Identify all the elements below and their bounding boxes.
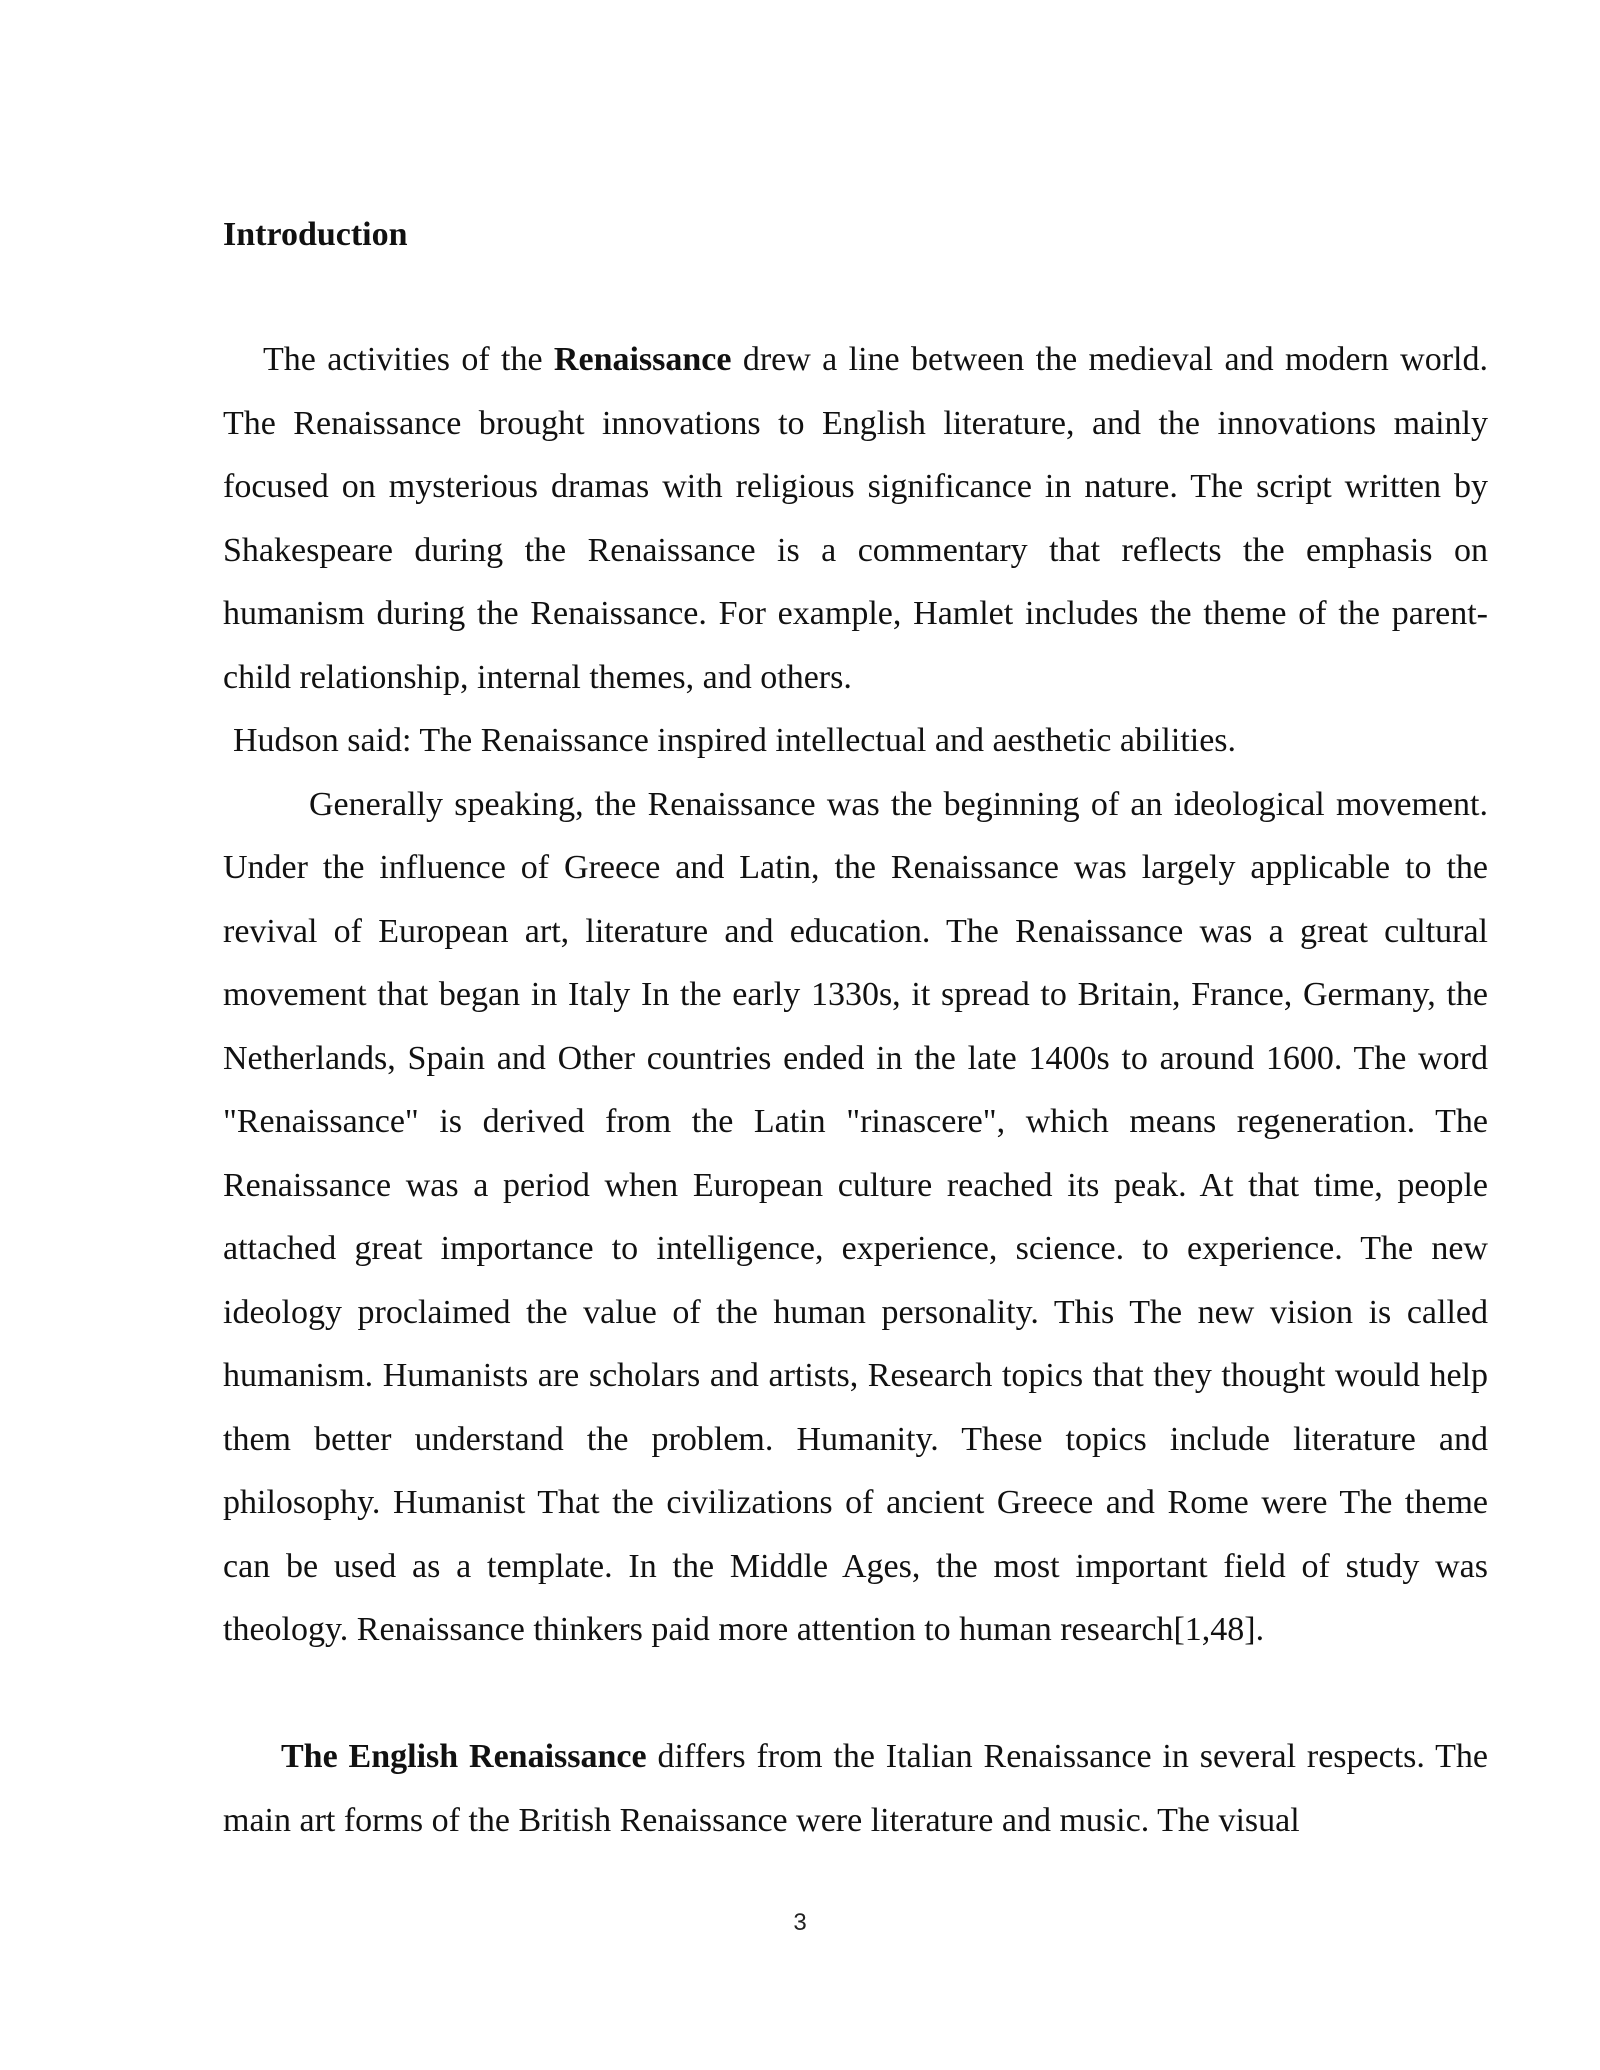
paragraph-english-renaissance	[223, 1725, 1488, 1852]
bold-term: Renaissance	[553, 341, 732, 378]
page-content	[223, 205, 1488, 1852]
paragraph-text: differs from the Italian Renaissance in several respects. The main art forms of the British Renaissance were literature and music. The visual	[223, 1738, 1488, 1839]
paragraph-hudson-quote: Hudson said: The Renaissance inspired intellectual and aesthetic abilities.	[233, 722, 1237, 759]
paragraph-text: The activities of the	[263, 341, 554, 378]
paragraph-text: drew a line between the medieval and modern world. The Renaissance brought innovations to English literature, and the innovations mainly focused on mysterious dramas with religious significance in nature. The script written by Shakespeare during the Renaissance is a commentary that reflects the emphasis on humanism during the Renaissance. For example, Hamlet includes the theme of the parent-child relationship, internal themes, and others.	[223, 341, 1488, 696]
bold-term: The English Renaissance	[281, 1738, 647, 1775]
section-heading: Introduction	[223, 216, 408, 253]
page-number: 3	[793, 1909, 807, 1936]
paragraph-renaissance-overview: Generally speaking, the Renaissance was the beginning of an ideological movement. Under the influence of Greece and Latin, the Renaissance was largely applicable to the revival of European art, literature and education. The Renaissance was a great cultural movement that began in Italy In the early 1330s, it spread to Britain, France, Germany, the Netherlands, Spain and Other countries ended in the late 1400s to around 1600. The word "Renaissance" is derived from the Latin "rinascere", which means regeneration. The Renaissance was a period when European culture reached its peak. At that time, people attached great importance to intelligence, experience, science. to experience. The new ideology proclaimed the value of the human personality. This The new vision is called humanism. Humanists are scholars and artists, Research topics that they thought would help them better understand the problem. Humanity. These topics include literature and philosophy. Humanist That the civilizations of ancient Greece and Rome were The theme can be used as a template. In the Middle Ages, the most important field of study was theology. Renaissance thinkers paid more attention to human research[1,48].	[223, 785, 1488, 1648]
paragraph-renaissance-intro	[223, 328, 1488, 709]
